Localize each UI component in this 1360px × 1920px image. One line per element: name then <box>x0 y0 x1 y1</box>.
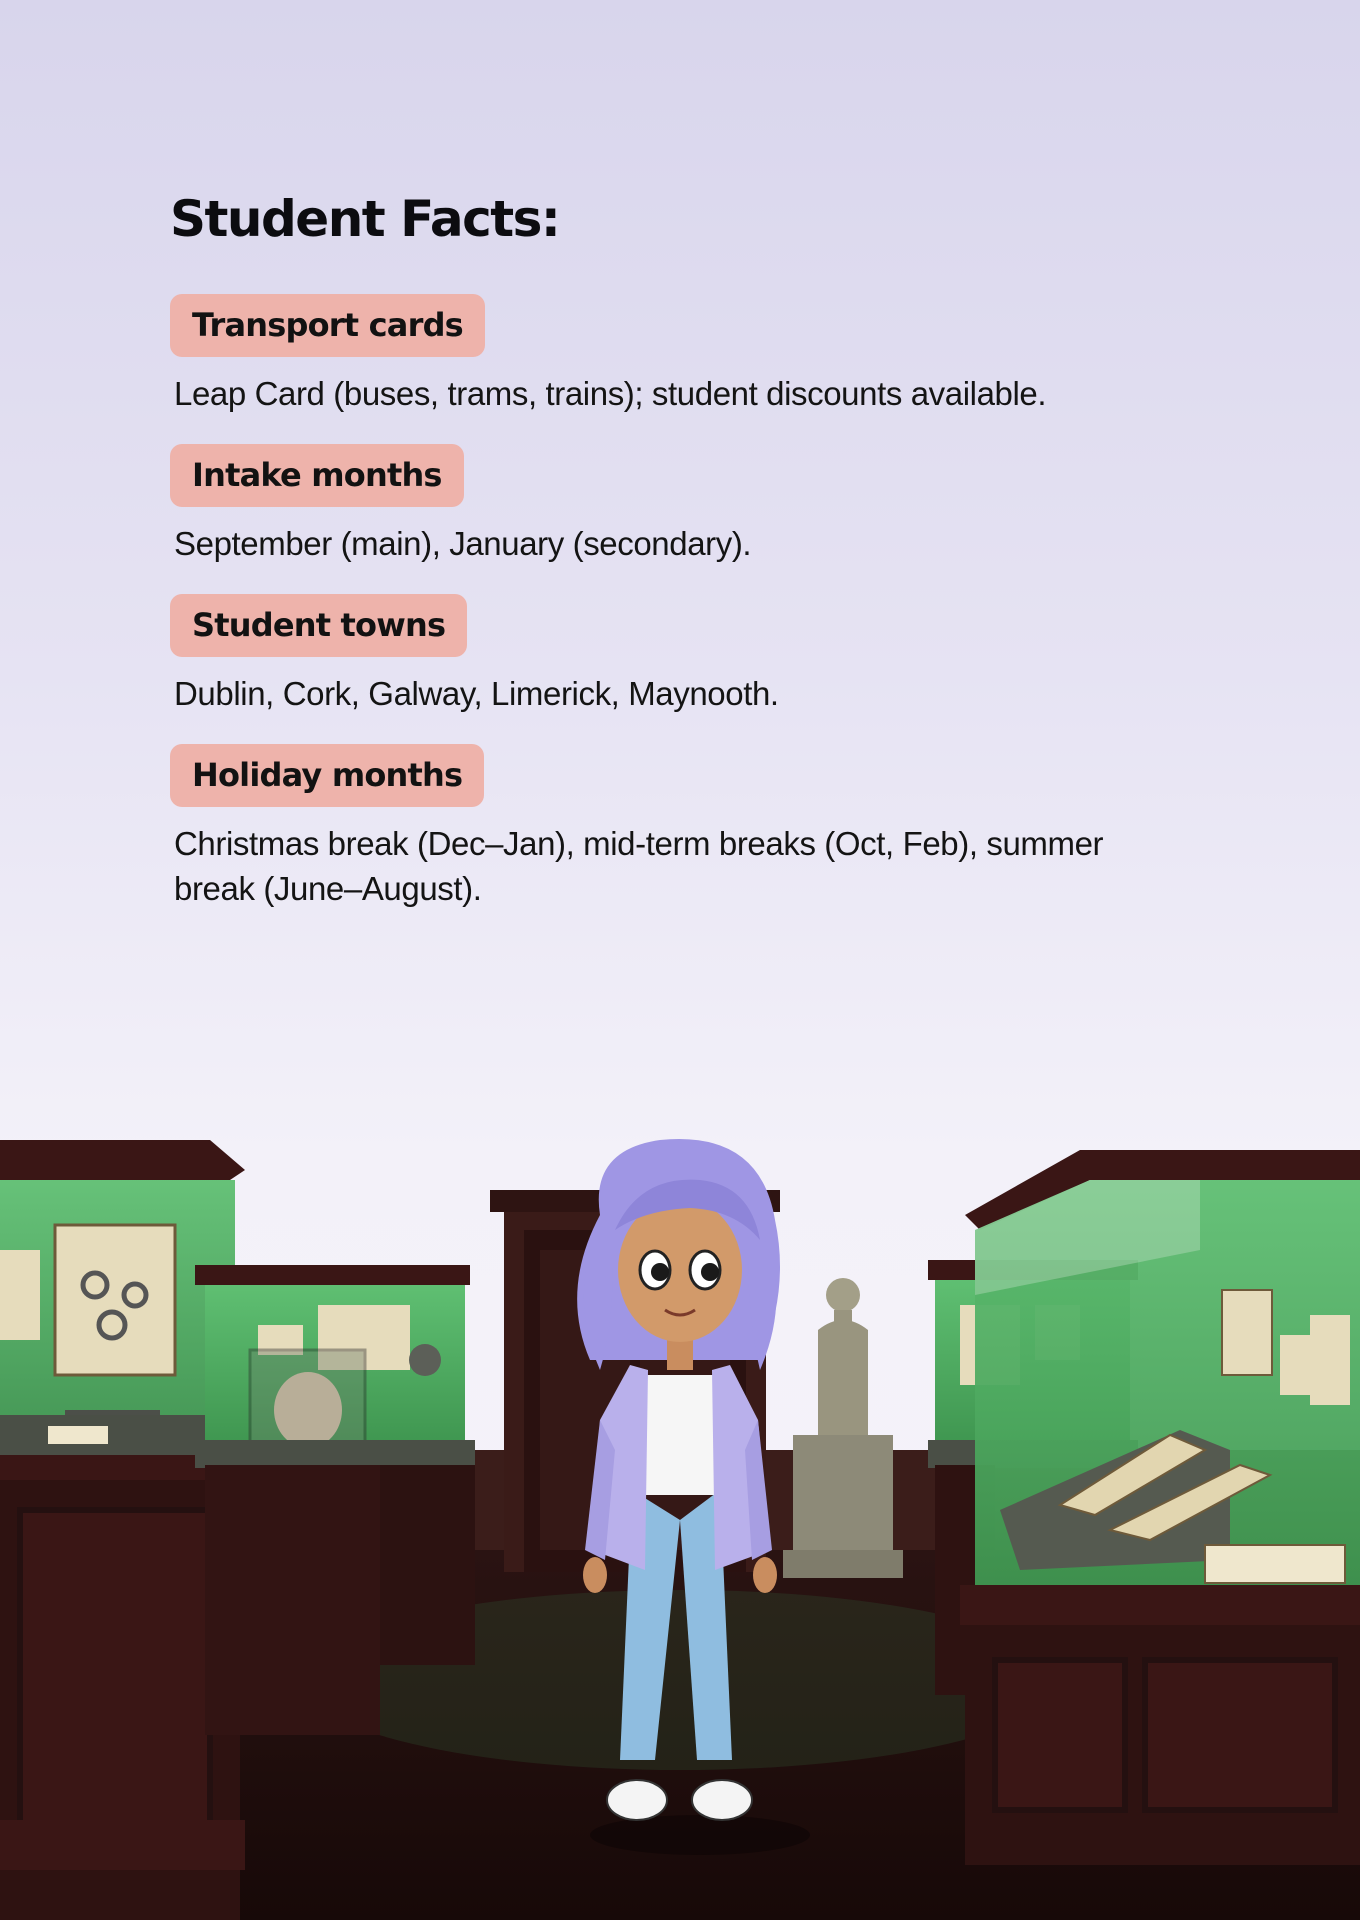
fact-text: Leap Card (buses, trams, trains); student discounts available. <box>174 375 1047 412</box>
right-showcase <box>960 1150 1360 1865</box>
fact-transport-cards <box>170 294 1210 416</box>
fact-label: Holiday months <box>170 744 484 807</box>
fact-text: Dublin, Cork, Galway, Limerick, Maynooth. <box>174 675 779 712</box>
fact-label: Student towns <box>170 594 467 657</box>
statue-bust <box>783 1278 903 1578</box>
museum-illustration <box>0 1120 1360 1920</box>
fact-text: Christmas break (Dec–Jan), mid-term breaks (Oct, Feb), summer break (June–August). <box>174 825 1104 907</box>
fact-student-towns <box>170 594 1210 716</box>
fact-intake-months <box>170 444 1210 566</box>
fact-label: Transport cards <box>170 294 485 357</box>
student-facts-section <box>170 190 1210 911</box>
fact-holiday-months <box>170 744 1210 911</box>
page-title: Student Facts: <box>170 190 560 248</box>
left-back-showcase <box>195 1265 475 1735</box>
fact-label: Intake months <box>170 444 464 507</box>
fact-text: September (main), January (secondary). <box>174 525 752 562</box>
